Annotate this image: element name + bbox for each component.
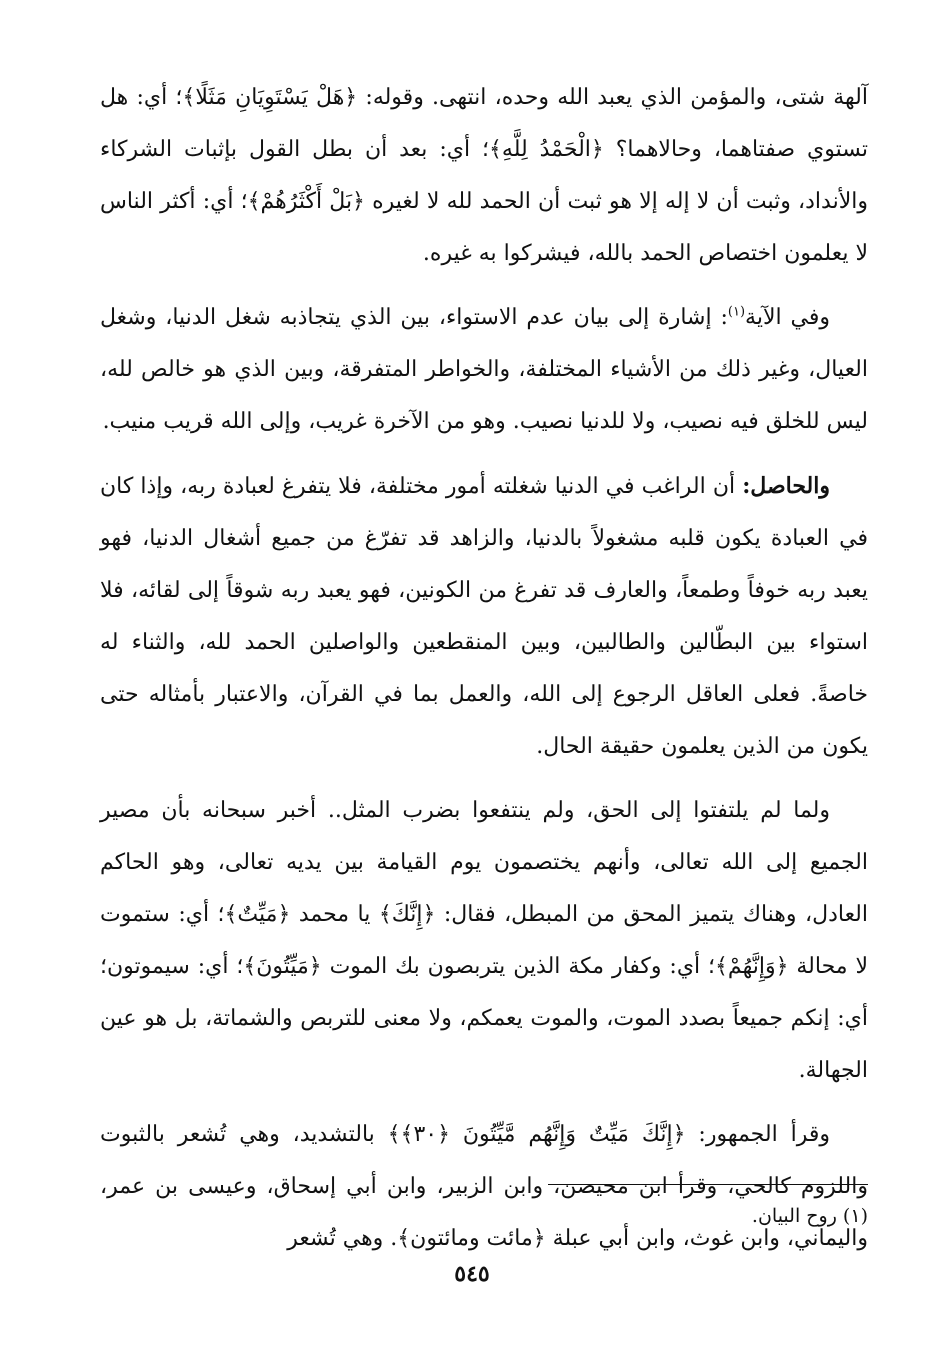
paragraph-4: ولما لم يلتفتوا إلى الحق، ولم ينتفعوا بضرب المثل.. أخبر سبحانه بأن مصير الجميع إلى الله تعالى، وأنهم يختصمون يوم القيامة بين يديه تعالى، وهو الحاكم العادل، وهناك يتميز المحق من المبطل، فقال: ﴿إِنَّكَ﴾ يا محمد ﴿مَيِّتٌ﴾؛ أي: ستموت لا محالة ﴿وَإِنَّهُمْ﴾؛ أي: وكفار مكة الذين يتربصون بك الموت ﴿مَيِّتُونَ﴾؛ أي: سيموتون؛ أي: إنكم جميعاً بصدد الموت، والموت يعمكم، ولا معنى للتربص والشماتة، بل هو عين الجهالة. (100, 798, 868, 1083)
paragraph-2 (100, 292, 868, 448)
page-number: ٥٤٥ (454, 1261, 490, 1287)
footnote-divider (548, 1184, 868, 1185)
footnote: (١) روح البيان. (751, 1205, 868, 1227)
paragraph-3-lead: والحاصل: (742, 473, 830, 499)
paragraph-1: آلهة شتى، والمؤمن الذي يعبد الله وحده، انتهى. وقوله: ﴿هَلْ يَسْتَوِيَانِ مَثَلًا﴾؛ أي: هل تستوي صفتاهما، وحالاهما؟ ﴿الْحَمْدُ لِلَّهِ﴾؛ أي: بعد أن بطل القول بإثبات الشركاء والأنداد، وثبت أن لا إله إلا هو ثبت أن الحمد لله لا لغيره ﴿بَلْ أَكْثَرُهُمْ﴾؛ أي: أكثر الناس لا يعلمون اختصاص الحمد بالله، فيشركوا به غيره. (100, 85, 868, 266)
footnote-marker: (١) (727, 304, 746, 320)
paragraph-2-start: وفي الآية (745, 305, 830, 330)
paragraph-3-text: أن الراغب في الدنيا شغلته أمور مختلفة، فلا يتفرغ لعبادة ربه، وإذا كان في العبادة يكون قلبه مشغولاً بالدنيا، والزاهد قد تفرّغ من جميع أشغال الدنيا، فهو يعبد ربه خوفاً وطمعاً، والعارف قد تفرغ من الكونين، فهو يعبد ربه شوقاً إلى لقائه، فلا استواء بين البطّالين والطالبين، وبين المنقطعين والواصلين الحمد لله، والثناء له خاصةً. فعلى العاقل الرجوع إلى الله، والعمل بما في القرآن، والاعتبار بأمثاله حتى يكون من الذين يعلمون حقيقة الحال. (100, 474, 868, 759)
paragraph-3 (100, 460, 868, 773)
page-body (100, 72, 868, 1265)
paragraph-5: وقرأ الجمهور: ﴿إِنَّكَ مَيِّتٌ وَإِنَّهُم مَّيِّتُونَ ﴿٣٠﴾﴾ بالتشديد، وهي تُشعر بالثبوت واللزوم كالحي، وقرأ ابن محيصن، وابن الزبير، وابن أبي إسحاق، وعيسى بن عمر، واليماني، وابن غوث، وابن أبي عبلة ﴿مائت ومائتون﴾. وهي تُشعر (100, 1122, 868, 1251)
paragraph-2-rest: : إشارة إلى بيان عدم الاستواء، بين الذي يتجاذبه شغل الدنيا، وشغل العيال، وغير ذلك من الأشياء المختلفة، والخواطر المتفرقة، وبين الذي هو خالص لله، ليس للخلق فيه نصيب، ولا للدنيا نصيب. وهو من الآخرة غريب، وإلى الله قريب منيب. (100, 305, 868, 434)
